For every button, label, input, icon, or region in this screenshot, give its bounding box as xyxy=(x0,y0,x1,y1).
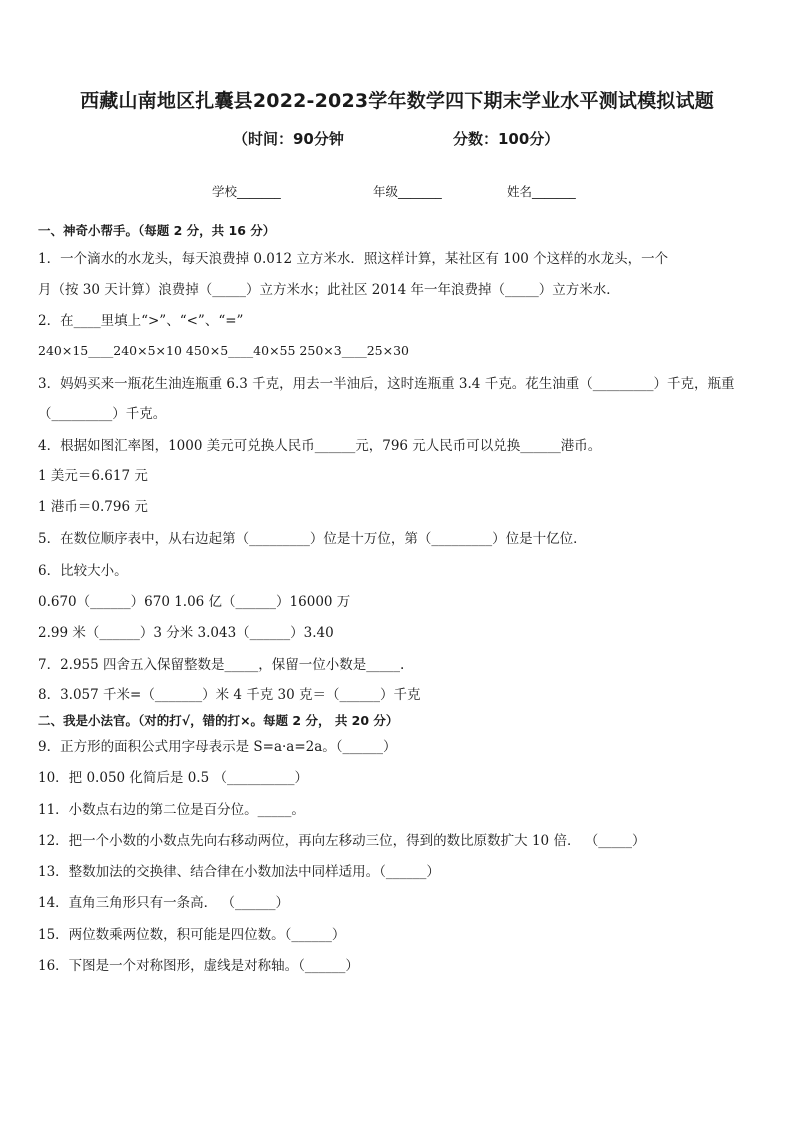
name-field: 姓名_______ xyxy=(507,184,576,199)
question-6: 6．比较大小。 xyxy=(38,563,128,579)
section2-heading: 二、我是小法官。（对的打√，错的打×。每题 2 分， 共 20 分） xyxy=(38,713,399,728)
question-10: 10．把 0.050 化简后是 0.5 （__________） xyxy=(38,770,308,786)
question-6-row1: 0.670（______）670 1.06 亿（______）16000 万 xyxy=(38,594,351,610)
question-8: 8．3.057 千米=（_______）米 4 千克 30 克＝（______）千克 xyxy=(38,687,421,703)
question-1-line1: 1．一个滴水的水龙头，每天浪费掉 0.012 立方米水．照这样计算，某社区有 100 个这样的水龙头，一个 xyxy=(38,251,669,267)
question-13: 13．整数加法的交换律、结合律在小数加法中同样适用。（______） xyxy=(38,864,440,880)
question-6-row2: 2.99 米（______）3 分米 3.043（______）3.40 xyxy=(38,625,334,641)
exam-title: 西藏山南地区扎囊县2022-2023学年数学四下期末学业水平测试模拟试题 xyxy=(80,90,714,112)
question-11: 11．小数点右边的第二位是百分位。_____。 xyxy=(38,802,305,818)
exchange-rate-usd: 1 美元＝6.617 元 xyxy=(38,468,148,484)
section1-heading: 一、神奇小帮手。（每题 2 分，共 16 分） xyxy=(38,223,276,238)
question-16: 16．下图是一个对称图形，虚线是对称轴。（______） xyxy=(38,958,359,974)
question-2-items: 240×15____240×5×10 450×5____40×55 250×3____25×30 xyxy=(38,343,409,358)
question-3-line1: 3．妈妈买来一瓶花生油连瓶重 6.3 千克，用去一半油后，这时连瓶重 3.4 千克。花生油重（_________）千克，瓶重 xyxy=(38,376,735,392)
question-5: 5．在数位顺序表中，从右边起第（_________）位是十万位，第（_________）位是十亿位． xyxy=(38,531,587,547)
exam-time: （时间：90分钟 xyxy=(233,130,344,148)
grade-field: 年级_______ xyxy=(373,184,442,199)
question-1-line2: 月（按 30 天计算）浪费掉（_____）立方米水；此社区 2014 年一年浪费掉（_____）立方米水． xyxy=(38,282,620,298)
question-4: 4．根据如图汇率图，1000 美元可兑换人民币______元，796 元人民币可以兑换______港币。 xyxy=(38,438,602,454)
exam-score: 分数：100分） xyxy=(453,130,560,148)
question-12: 12．把一个小数的小数点先向右移动两位，再向左移动三位，得到的数比原数扩大 10 倍． （_____） xyxy=(38,833,646,849)
question-14: 14．直角三角形只有一条高． （______） xyxy=(38,895,289,911)
question-3-line2: （_________）千克。 xyxy=(38,406,167,422)
exchange-rate-hkd: 1 港币＝0.796 元 xyxy=(38,499,148,515)
question-2: 2．在____里填上“>”、“<”、“=” xyxy=(38,313,244,329)
question-15: 15．两位数乘两位数，积可能是四位数。（______） xyxy=(38,927,346,943)
school-field: 学校_______ xyxy=(212,184,281,199)
question-7: 7．2.955 四舍五入保留整数是_____，保留一位小数是_____. xyxy=(38,657,405,673)
question-9: 9．正方形的面积公式用字母表示是 S=a·a=2a。（______） xyxy=(38,739,397,755)
